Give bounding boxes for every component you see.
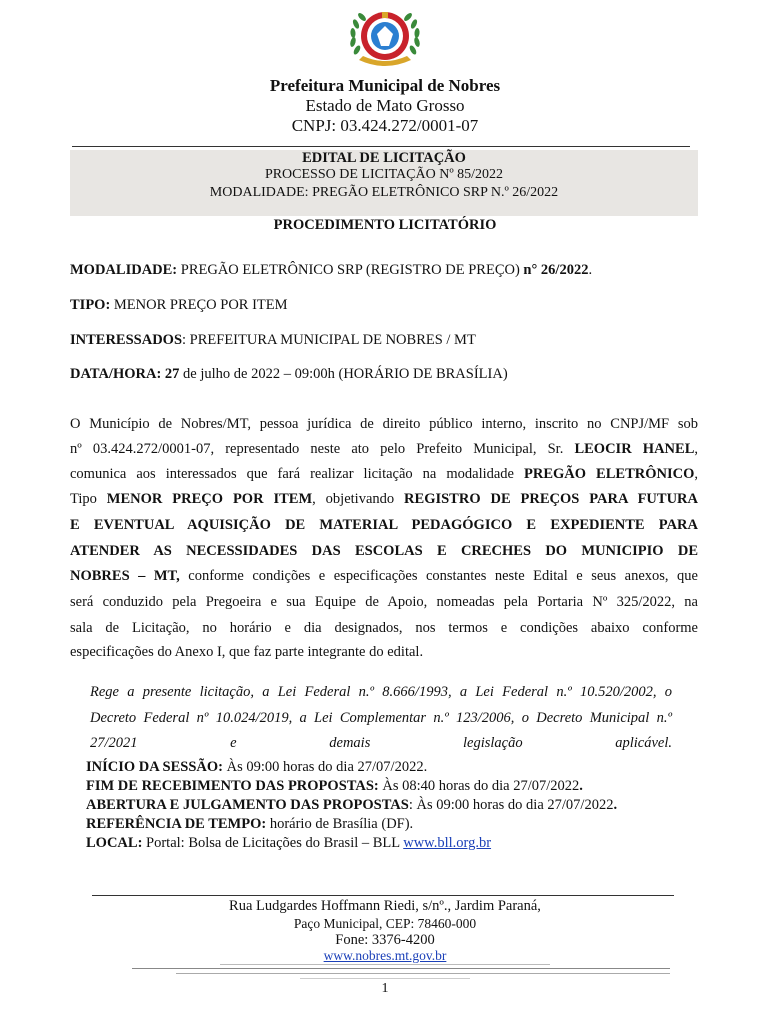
section-heading: PROCEDIMENTO LICITATÓRIO bbox=[273, 217, 497, 233]
text-bold: NOBRES – MT, bbox=[70, 568, 180, 584]
paragraph-line bbox=[70, 466, 698, 483]
footer-site-link[interactable]: www.nobres.mt.gov.br bbox=[323, 948, 447, 963]
legal-line: Decreto Federal nº 10.024/2019, a Lei Complementar n.º 123/2006, o Decreto Municipal n.º bbox=[90, 710, 672, 726]
info-value: : Às 09:00 horas do dia 27/07/2022 bbox=[408, 797, 614, 813]
edital-processo: PROCESSO DE LICITAÇÃO Nº 85/2022 bbox=[264, 167, 504, 182]
text-bold: REGISTRO DE PREÇOS PARA FUTURA bbox=[404, 491, 698, 507]
footer-rule bbox=[220, 964, 550, 965]
info-end: . bbox=[579, 778, 583, 794]
paragraph-line: E EVENTUAL AQUISIÇÃO DE MATERIAL PEDAGÓGICO E EXPEDIENTE PARA bbox=[70, 517, 698, 533]
field-modalidade bbox=[70, 262, 592, 279]
field-label: INTERESSADOS bbox=[70, 332, 183, 348]
municipality-title: Prefeitura Municipal de Nobres bbox=[269, 76, 501, 95]
footer-cep: Paço Municipal, CEP: 78460-000 bbox=[293, 916, 477, 931]
mayor-name: LEOCIR HANEL bbox=[574, 441, 695, 457]
info-label: LOCAL: bbox=[86, 835, 143, 851]
cnpj: CNPJ: 03.424.272/0001-07 bbox=[291, 116, 479, 135]
info-end: . bbox=[613, 797, 618, 813]
paragraph-line: O Município de Nobres/MT, pessoa jurídica de direito público interno, inscrito no CNPJ/MF sob bbox=[70, 416, 698, 432]
field-label: TIPO: bbox=[70, 297, 111, 313]
text-bold: MENOR PREÇO POR ITEM bbox=[106, 491, 313, 507]
field-label: MODALIDADE: bbox=[70, 262, 178, 278]
footer-divider bbox=[92, 895, 674, 896]
field-data-hora bbox=[70, 366, 508, 383]
footer-rule bbox=[132, 968, 670, 969]
field-value: MENOR PREÇO POR ITEM bbox=[110, 297, 288, 313]
footer-rule bbox=[300, 978, 470, 979]
footer-address: Rua Ludgardes Hoffmann Riedi, s/nº., Jardim Paraná, bbox=[229, 898, 541, 914]
edital-modalidade: MODALIDADE: PREGÃO ELETRÔNICO SRP N.º 26/2022 bbox=[209, 185, 559, 200]
footer-rule bbox=[176, 973, 670, 974]
bll-link[interactable]: www.bll.org.br bbox=[403, 835, 492, 851]
field-value: de julho de 2022 – 09:00h (HORÁRIO DE BRASÍLIA) bbox=[179, 366, 508, 382]
header-divider bbox=[72, 146, 690, 147]
info-value: Às 08:40 horas do dia 27/07/2022 bbox=[378, 778, 580, 794]
text: , bbox=[694, 466, 698, 482]
footer-fone: Fone: 3376-4200 bbox=[335, 932, 435, 948]
field-interessados bbox=[70, 332, 476, 349]
paragraph-line bbox=[70, 441, 698, 458]
text: Tipo bbox=[70, 491, 107, 507]
paragraph-line: ATENDER AS NECESSIDADES DAS ESCOLAS E CRECHES DO MUNICIPIO DE bbox=[70, 543, 698, 559]
info-label: INÍCIO DA SESSÃO: bbox=[86, 759, 223, 775]
field-value-bold: 27 bbox=[161, 366, 180, 382]
field-tipo bbox=[70, 297, 288, 314]
field-label: DATA/HORA: bbox=[70, 366, 162, 382]
paragraph-line bbox=[70, 491, 698, 508]
text: comunica aos interessados que fará realizar licitação na modalidade bbox=[70, 466, 525, 482]
municipal-crest-icon bbox=[335, 6, 435, 72]
info-abertura bbox=[86, 797, 617, 814]
paragraph-line bbox=[70, 568, 698, 585]
info-local bbox=[86, 835, 491, 852]
info-fim bbox=[86, 778, 583, 795]
info-value: Às 09:00 horas do dia 27/07/2022. bbox=[223, 759, 428, 775]
info-value: horário de Brasília (DF). bbox=[266, 816, 414, 832]
legal-line: Rege a presente licitação, a Lei Federal n.º 8.666/1993, a Lei Federal n.º 10.520/2002, o bbox=[90, 684, 672, 700]
field-value: PREGÃO ELETRÔNICO SRP (REGISTRO DE PREÇO) bbox=[177, 262, 524, 278]
field-value-bold: n° 26/2022 bbox=[523, 262, 589, 278]
edital-title: EDITAL DE LICITAÇÃO bbox=[302, 150, 466, 166]
page-number: 1 bbox=[381, 981, 389, 996]
info-label: ABERTURA E JULGAMENTO DAS PROPOSTAS bbox=[86, 797, 409, 813]
text: nº 03.424.272/0001-07, representado neste ato pelo Prefeito Municipal, Sr. bbox=[70, 441, 575, 457]
text: , bbox=[694, 441, 698, 457]
text: , objetivando bbox=[312, 491, 405, 507]
text: conforme condições e especificações constantes neste Edital e seus anexos, que bbox=[179, 568, 698, 584]
footer-site-wrap bbox=[0, 948, 770, 964]
paragraph-line: especificações do Anexo I, que faz parte integrante do edital. bbox=[70, 644, 424, 660]
info-inicio bbox=[86, 759, 427, 776]
legal-line: 27/2021 e demais legislação aplicável. bbox=[90, 735, 672, 751]
info-referencia bbox=[86, 816, 413, 833]
info-label: REFERÊNCIA DE TEMPO: bbox=[86, 816, 267, 832]
info-value: Portal: Bolsa de Licitações do Brasil – BLL bbox=[142, 835, 404, 851]
info-label: FIM DE RECEBIMENTO DAS PROPOSTAS: bbox=[86, 778, 379, 794]
field-end: . bbox=[588, 262, 593, 278]
text-bold: PREGÃO ELETRÔNICO bbox=[524, 466, 695, 482]
paragraph-line: sala de Licitação, no horário e dia designados, nos termos e condições abaixo conforme bbox=[70, 620, 698, 636]
field-value: : PREFEITURA MUNICIPAL DE NOBRES / MT bbox=[182, 332, 476, 348]
state-name: Estado de Mato Grosso bbox=[305, 96, 465, 115]
paragraph-line: será conduzido pela Pregoeira e sua Equipe de Apoio, nomeadas pela Portaria Nº 325/2022, na bbox=[70, 594, 698, 610]
